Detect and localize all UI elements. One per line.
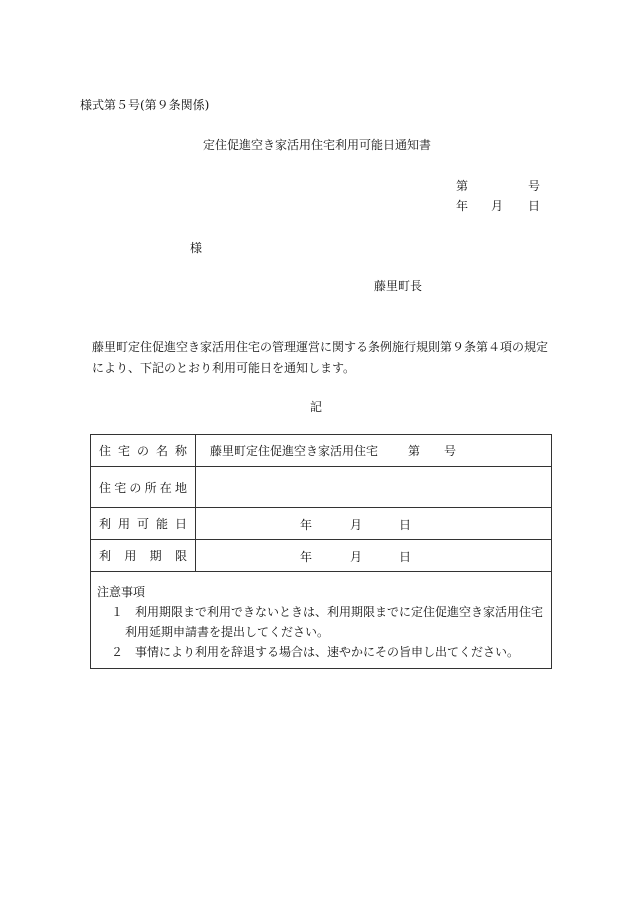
ki-heading: 記 xyxy=(310,400,323,414)
deadline-label xyxy=(91,547,195,564)
date-day: 日 xyxy=(528,199,541,213)
available-year: 年 xyxy=(300,518,313,532)
available-date-label xyxy=(91,515,195,532)
info-table xyxy=(90,434,552,669)
house-name-dai: 第 xyxy=(408,444,421,458)
available-date-value-cell xyxy=(196,508,552,540)
available-day: 日 xyxy=(399,518,412,532)
house-address-value-cell xyxy=(196,467,552,508)
date-month: 月 xyxy=(491,199,504,213)
label-char: 期 xyxy=(149,549,162,563)
label-char: 限 xyxy=(174,549,187,563)
note-1-line-1: １ 利用期限まで利用できないときは、利用期限までに定住促進空き家活用住宅 xyxy=(111,605,544,619)
deadline-day: 日 xyxy=(399,550,412,564)
notes-heading: 注意事項 xyxy=(97,585,146,599)
row-deadline xyxy=(91,540,552,572)
label-char: 可 xyxy=(136,517,149,531)
deadline-month: 月 xyxy=(350,550,363,564)
house-name-value: 藤里町定住促進空き家活用住宅 xyxy=(210,444,379,458)
row-house-name xyxy=(91,435,552,467)
house-name-value-cell xyxy=(196,435,552,467)
label-char: 所 xyxy=(144,480,157,495)
note-2: ２ 事情により利用を辞退する場合は、速やかにその旨申し出てください。 xyxy=(111,645,520,659)
label-char: 利 xyxy=(99,549,112,563)
label-char: 宅 xyxy=(114,480,127,495)
available-month: 月 xyxy=(350,518,363,532)
addressee: 様 xyxy=(190,241,203,255)
deadline-value-cell xyxy=(196,540,552,572)
house-name-label-cell xyxy=(91,435,196,467)
available-date-label-cell xyxy=(91,508,196,540)
label-char: 称 xyxy=(174,444,187,458)
label-char: 住 xyxy=(99,444,112,458)
number-go: 号 xyxy=(528,179,541,193)
deadline-year: 年 xyxy=(300,550,313,564)
sender: 藤里町長 xyxy=(374,279,423,293)
body-line-2: により、下記のとおり利用可能日を通知します。 xyxy=(92,361,356,375)
label-char: の xyxy=(129,480,142,495)
label-char: 住 xyxy=(99,480,112,495)
form-number-label: 様式第５号(第９条関係) xyxy=(80,98,210,112)
label-char: 在 xyxy=(159,480,172,495)
body-text xyxy=(92,337,548,379)
house-name-go: 号 xyxy=(444,444,457,458)
deadline-label-cell xyxy=(91,540,196,572)
label-char: 利 xyxy=(99,517,112,531)
date-year: 年 xyxy=(456,199,469,213)
body-line-1: 藤里町定住促進空き家活用住宅の管理運営に関する条例施行規則第９条第４項の規定 xyxy=(92,340,549,354)
label-char: の xyxy=(136,444,149,458)
row-notes xyxy=(91,572,552,669)
house-address-label-cell xyxy=(91,467,196,508)
row-house-address xyxy=(91,467,552,508)
label-char: 名 xyxy=(155,444,168,458)
note-1-line-2: 利用延期申請書を提出してください。 xyxy=(125,625,330,639)
house-address-label xyxy=(91,479,195,496)
row-available-date xyxy=(91,508,552,540)
label-char: 用 xyxy=(117,517,130,531)
label-char: 地 xyxy=(174,480,187,495)
label-char: 用 xyxy=(124,549,137,563)
label-char: 能 xyxy=(155,517,168,531)
house-name-label xyxy=(91,442,195,459)
document-title: 定住促進空き家活用住宅利用可能日通知書 xyxy=(203,138,432,152)
label-char: 日 xyxy=(174,517,187,531)
notes-cell xyxy=(91,572,552,669)
number-dai: 第 xyxy=(456,179,469,193)
label-char: 宅 xyxy=(117,444,130,458)
